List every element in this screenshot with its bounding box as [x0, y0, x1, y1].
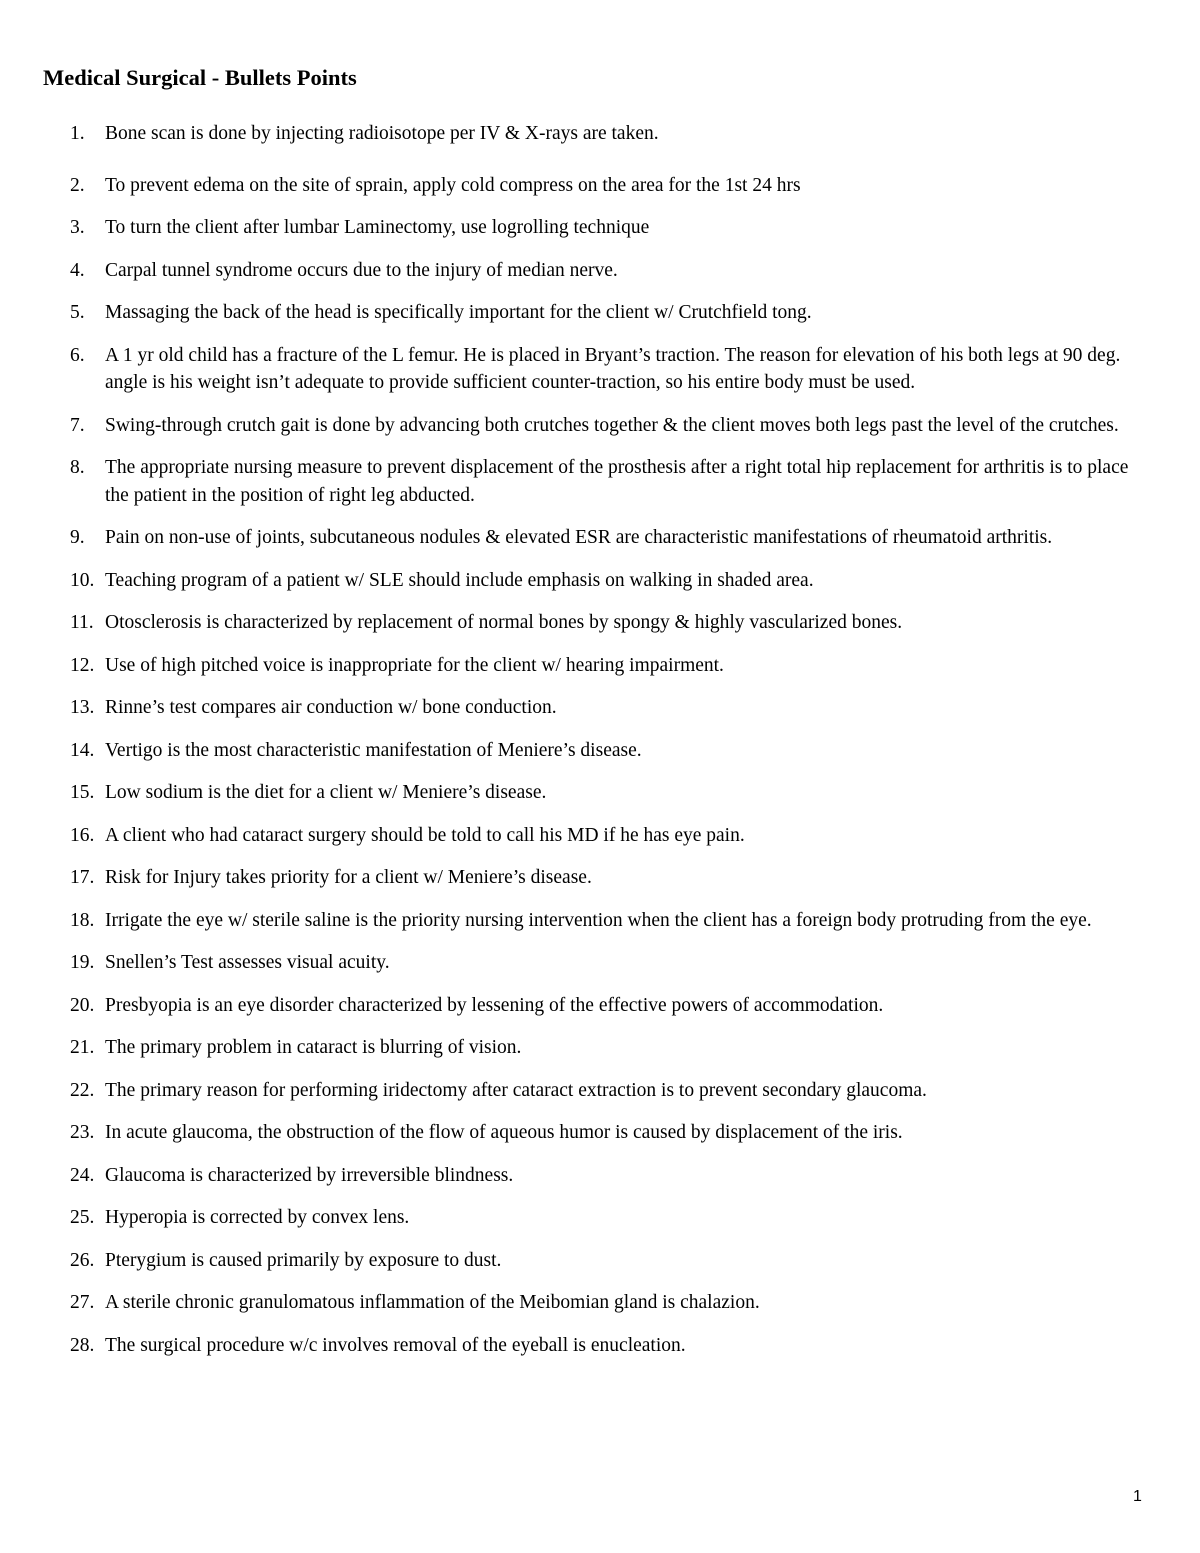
item-text: Risk for Injury takes priority for a client w/ Meniere’s disease.: [105, 867, 592, 888]
item-text: Presbyopia is an eye disorder characterized by lessening of the effective powers of accommodation.: [105, 994, 884, 1016]
list-item: [0, 524, 1200, 552]
item-text: Snellen’s Test assesses visual acuity.: [105, 952, 390, 973]
item-number: 24.: [70, 1164, 95, 1186]
item-number: 3.: [70, 217, 85, 238]
item-text: Glaucoma is characterized by irreversible blindness.: [105, 1164, 514, 1186]
item-number: 25.: [70, 1207, 95, 1228]
item-number: 11.: [70, 612, 94, 633]
item-number: 7.: [70, 414, 85, 436]
list-item: [0, 257, 1200, 285]
list-item: [0, 1332, 1200, 1360]
item-number: 16.: [70, 824, 95, 846]
list-item: [0, 694, 1200, 722]
item-text: The surgical procedure w/c involves removal of the eyeball is enucleation.: [105, 1334, 686, 1356]
item-number: 21.: [70, 1037, 95, 1058]
item-number: 28.: [70, 1334, 95, 1356]
item-text: Otosclerosis is characterized by replacement of normal bones by spongy & highly vascularized bones.: [105, 612, 903, 633]
list-item: [0, 737, 1200, 765]
list-item: [0, 1204, 1200, 1232]
list-item: [0, 172, 1200, 200]
list-item: [0, 864, 1200, 892]
item-number: 12.: [70, 654, 95, 676]
list-item: [0, 214, 1200, 242]
item-text: In acute glaucoma, the obstruction of the flow of aqueous humor is caused by displacement of the iris.: [105, 1122, 903, 1143]
list-item: [0, 822, 1200, 850]
page-number: 1: [1133, 1488, 1142, 1505]
item-number: 4.: [70, 259, 85, 281]
list-item: [0, 1289, 1200, 1317]
item-number: 27.: [70, 1292, 95, 1313]
item-number: 5.: [70, 302, 85, 323]
bullet-list: [0, 120, 1200, 1374]
item-number: 10.: [70, 569, 95, 591]
item-text: Massaging the back of the head is specifically important for the client w/ Crutchfield tong.: [105, 302, 812, 323]
item-number: 20.: [70, 994, 95, 1016]
item-number: 1.: [70, 123, 85, 144]
list-item: [0, 120, 1200, 148]
list-item: [0, 412, 1200, 440]
item-text: The appropriate nursing measure to prevent displacement of the prosthesis after a right total hip replacement for arthritis is to place the patient in the position of right leg abducted.: [105, 457, 1129, 506]
item-text: Swing-through crutch gait is done by advancing both crutches together & the client moves both legs past the level of the crutches.: [105, 414, 1119, 436]
item-text: A client who had cataract surgery should be told to call his MD if he has eye pain.: [105, 824, 745, 846]
item-text: Pain on non-use of joints, subcutaneous nodules & elevated ESR are characteristic manifestations of rheumatoid arthritis.: [105, 527, 1053, 548]
item-number: 9.: [70, 527, 85, 548]
item-text: To turn the client after lumbar Laminectomy, use logrolling technique: [105, 217, 650, 238]
item-text: A 1 yr old child has a fracture of the L femur. He is placed in Bryant’s traction. The reason for elevation of his both legs at 90 deg. angle is his weight isn’t adequate to provide sufficient counter-traction, so his entire body must be used.: [105, 344, 1121, 393]
item-number: 19.: [70, 952, 95, 973]
item-number: 17.: [70, 867, 95, 888]
item-number: 15.: [70, 782, 95, 803]
item-text: To prevent edema on the site of sprain, apply cold compress on the area for the 1st 24 hrs: [105, 174, 801, 196]
list-item: [0, 992, 1200, 1020]
item-number: 8.: [70, 457, 85, 478]
item-text: The primary reason for performing iridectomy after cataract extraction is to prevent secondary glaucoma.: [105, 1079, 927, 1101]
item-number: 26.: [70, 1249, 95, 1271]
list-item: [0, 1034, 1200, 1062]
list-item: [0, 342, 1200, 397]
list-item: [0, 949, 1200, 977]
item-number: 23.: [70, 1122, 95, 1143]
list-item: [0, 907, 1200, 935]
item-text: The primary problem in cataract is blurring of vision.: [105, 1037, 522, 1058]
list-item: [0, 454, 1200, 509]
document-title: Medical Surgical - Bullets Points: [43, 65, 357, 90]
item-number: 22.: [70, 1079, 95, 1101]
item-text: Hyperopia is corrected by convex lens.: [105, 1207, 410, 1228]
list-item: [0, 1119, 1200, 1147]
item-number: 18.: [70, 909, 95, 931]
list-item: [0, 779, 1200, 807]
item-text: Vertigo is the most characteristic manifestation of Meniere’s disease.: [105, 739, 642, 761]
list-item: [0, 1077, 1200, 1105]
item-text: Carpal tunnel syndrome occurs due to the injury of median nerve.: [105, 259, 618, 281]
item-number: 14.: [70, 739, 95, 761]
item-number: 2.: [70, 174, 85, 196]
item-text: Use of high pitched voice is inappropriate for the client w/ hearing impairment.: [105, 654, 724, 676]
list-item: [0, 1162, 1200, 1190]
item-text: Irrigate the eye w/ sterile saline is the priority nursing intervention when the client has a foreign body protruding from the eye.: [105, 909, 1092, 931]
list-item: [0, 609, 1200, 637]
list-item: [0, 652, 1200, 680]
item-text: Rinne’s test compares air conduction w/ bone conduction.: [105, 697, 557, 718]
item-number: 13.: [70, 697, 95, 718]
list-item: [0, 567, 1200, 595]
item-text: Low sodium is the diet for a client w/ Meniere’s disease.: [105, 782, 547, 803]
item-text: Pterygium is caused primarily by exposure to dust.: [105, 1249, 502, 1271]
item-number: 6.: [70, 344, 85, 366]
list-item: [0, 299, 1200, 327]
item-text: Bone scan is done by injecting radioisotope per IV & X-rays are taken.: [105, 123, 659, 144]
list-item: [0, 1247, 1200, 1275]
item-text: Teaching program of a patient w/ SLE should include emphasis on walking in shaded area.: [105, 569, 814, 591]
item-text: A sterile chronic granulomatous inflammation of the Meibomian gland is chalazion.: [105, 1292, 760, 1313]
